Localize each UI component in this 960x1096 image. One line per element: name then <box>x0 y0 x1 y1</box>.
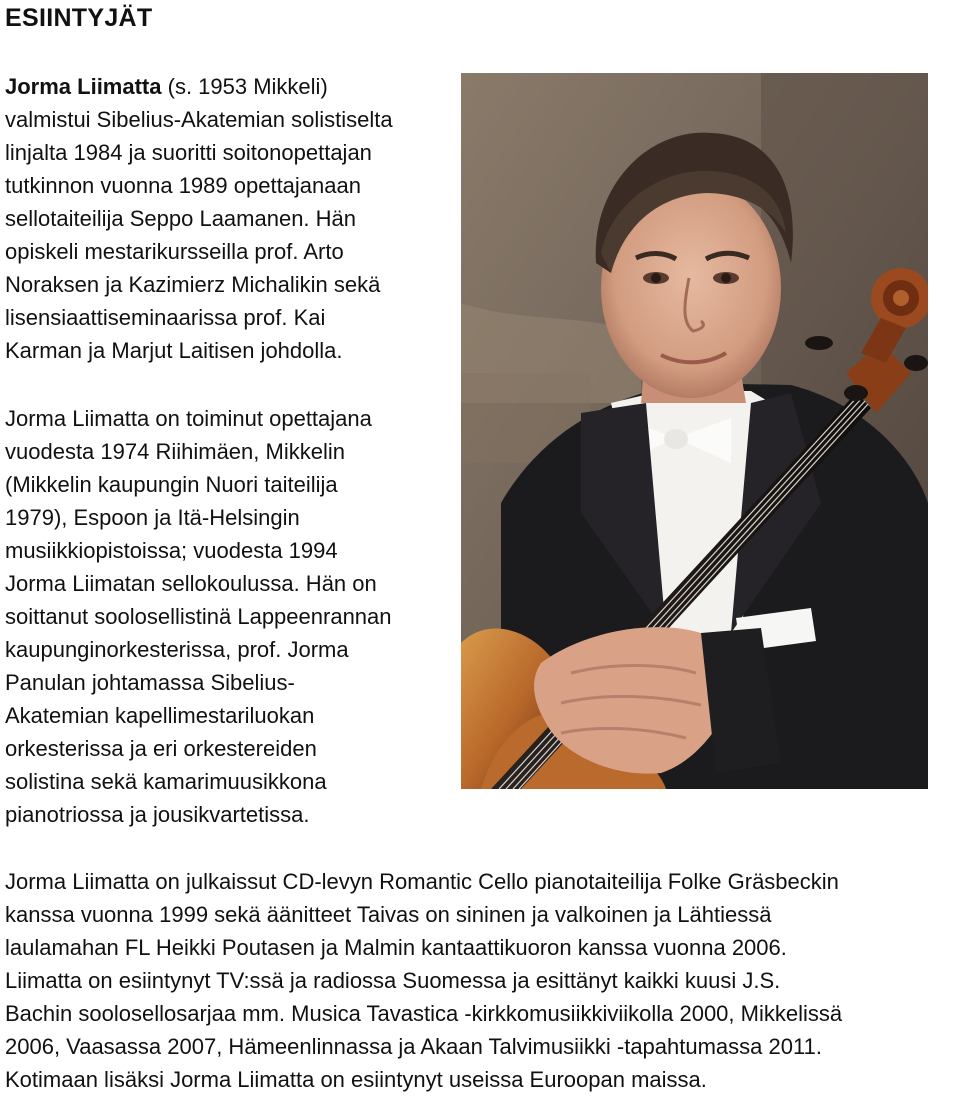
bio-paragraph-education <box>5 70 455 367</box>
paragraph-line: lisensiaattiseminaarissa prof. Kai <box>5 305 326 330</box>
paragraph-line: solistina sekä kamarimuusikkona <box>5 769 327 794</box>
performer-photo <box>461 73 928 789</box>
paragraph-line: Akatemian kapellimestariluokan <box>5 703 315 728</box>
paragraph-line: musiikkiopistoissa; vuodesta 1994 <box>5 538 338 563</box>
page-heading: ESIINTYJÄT <box>5 4 153 32</box>
paragraph-line: orkesterissa ja eri orkestereiden <box>5 736 317 761</box>
paragraph-line: laulamahan FL Heikki Poutasen ja Malmin kantaattikuoron kanssa vuonna 2006. <box>5 935 787 960</box>
paragraph-line: 2006, Vaasassa 2007, Hämeenlinnassa ja Akaan Talvimusiikki -tapahtumassa 2011. <box>5 1034 822 1059</box>
paragraph-line: linjalta 1984 ja suoritti soitonopettajan <box>5 140 372 165</box>
paragraph-line: 1979), Espoon ja Itä-Helsingin <box>5 505 300 530</box>
paragraph-line: Panulan johtamassa Sibelius- <box>5 670 295 695</box>
paragraph-line: Jorma Liimatta on julkaissut CD-levyn Romantic Cello pianotaiteilija Folke Gräsbeckin <box>5 869 839 894</box>
paragraph-line: Bachin soolosellosarjaa mm. Musica Tavastica -kirkkomusiikkiviikolla 2000, Mikkelissä <box>5 1001 843 1026</box>
cellist-portrait-image <box>461 73 928 789</box>
paragraph-line: Liimatta on esiintynyt TV:ssä ja radiossa Suomessa ja esittänyt kaikki kuusi J.S. <box>5 968 781 993</box>
paragraph-line: vuodesta 1974 Riihimäen, Mikkelin <box>5 439 345 464</box>
paragraph-line: sellotaiteilija Seppo Laamanen. Hän <box>5 206 357 231</box>
paragraph-line: soittanut soolosellistinä Lappeenrannan <box>5 604 392 629</box>
paragraph-line: valmistui Sibelius-Akatemian solistiselta <box>5 107 393 132</box>
birth-info: (s. 1953 Mikkeli) <box>161 74 328 99</box>
paragraph-line: Karman ja Marjut Laitisen johdolla. <box>5 338 343 363</box>
paragraph-line: Jorma Liimatan sellokoulussa. Hän on <box>5 571 377 596</box>
paragraph-line: (Mikkelin kaupungin Nuori taiteilija <box>5 472 338 497</box>
performer-name: Jorma Liimatta <box>5 74 162 99</box>
paragraph-line: Kotimaan lisäksi Jorma Liimatta on esiintynyt useissa Euroopan maissa. <box>5 1067 707 1092</box>
paragraph-line: kaupunginorkesterissa, prof. Jorma <box>5 637 349 662</box>
paragraph-line: tutkinnon vuonna 1989 opettajanaan <box>5 173 361 198</box>
paragraph-line: kanssa vuonna 1999 sekä äänitteet Taivas on sininen ja valkoinen ja Lähtiessä <box>5 902 772 927</box>
paragraph-line <box>5 70 455 103</box>
paragraph-line: Jorma Liimatta on toiminut opettajana <box>5 406 372 431</box>
paragraph-line: pianotriossa ja jousikvartetissa. <box>5 802 310 827</box>
paragraph-line: Noraksen ja Kazimierz Michalikin sekä <box>5 272 381 297</box>
bio-paragraph-recordings <box>5 865 960 1096</box>
paragraph-line: opiskeli mestarikursseilla prof. Arto <box>5 239 344 264</box>
bio-paragraph-teaching <box>5 402 455 831</box>
